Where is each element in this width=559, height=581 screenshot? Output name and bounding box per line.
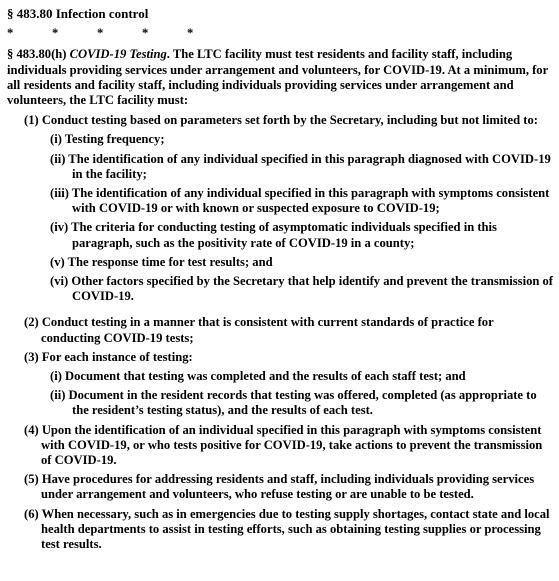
item-5: (5) Have procedures for addressing residents and staff, including individuals providing services under arrangement and volunteers, who refuse testing or are unable to be tested. (24, 472, 535, 502)
spacer (7, 308, 553, 315)
section-title: § 483.80 Infection control (7, 6, 149, 21)
item-1: (1) Conduct testing based on parameters set forth by the Secretary, including but not limited to: (24, 113, 538, 128)
intro-paragraph (7, 47, 553, 108)
item-4: (4) Upon the identification of an individual specified in this paragraph with symptoms consistent with COVID-19, or who tests positive for COVID-19, take actions to prevent the transmission of COVID-19. (24, 422, 543, 468)
star: * (7, 26, 14, 41)
item-1-i: (i) Testing frequency; (50, 132, 165, 147)
star: * (142, 26, 149, 41)
item-1-iii: (iii) The identification of any individual specified in this paragraph with symptoms consistent with COVID-19 or with known or suspected exposure to COVID-19; (50, 186, 550, 216)
item-6: (6) When necessary, such as in emergencies due to testing supply shortages, contact state and local health departments to assist in testing efforts, such as obtaining testing supplies or processing test results. (24, 506, 550, 552)
intro-heading: COVID-19 Testing (69, 47, 167, 62)
item-3-i: (i) Document that testing was completed and the results of each staff test; and (50, 369, 466, 384)
star: * (97, 26, 104, 41)
item-1-ii: (ii) The identification of any individual specified in this paragraph diagnosed with COVID-19 in the facility; (50, 151, 551, 181)
star: * (52, 26, 59, 41)
item-3: (3) For each instance of testing: (24, 349, 193, 364)
star: * (187, 26, 194, 41)
regulation-document (7, 6, 553, 556)
intro-text: . The LTC facility must test residents and facility staff, including individuals providing services under arrangement and volunteers, for COVID-19. At a minimum, for all residents and facility staff, including individuals providing services under arrangement and volunteers, the LTC facility must: (7, 47, 548, 108)
omission-stars (7, 26, 553, 41)
item-3-ii: (ii) Document in the resident records that testing was offered, completed (as appropriate to the resident’s testing status), and the results of each test. (50, 388, 537, 418)
item-1-iv: (iv) The criteria for conducting testing of asymptomatic individuals specified in this paragraph, such as the positivity rate of COVID-19 in a county; (50, 220, 497, 250)
item-1-v: (v) The response time for test results; and (50, 254, 273, 269)
intro-prefix: § 483.80(h) (7, 47, 70, 62)
item-1-vi: (vi) Other factors specified by the Secretary that help identify and prevent the transmission of COVID-19. (50, 274, 554, 304)
item-2: (2) Conduct testing in a manner that is consistent with current standards of practice for conducting COVID-19 tests; (24, 315, 494, 345)
